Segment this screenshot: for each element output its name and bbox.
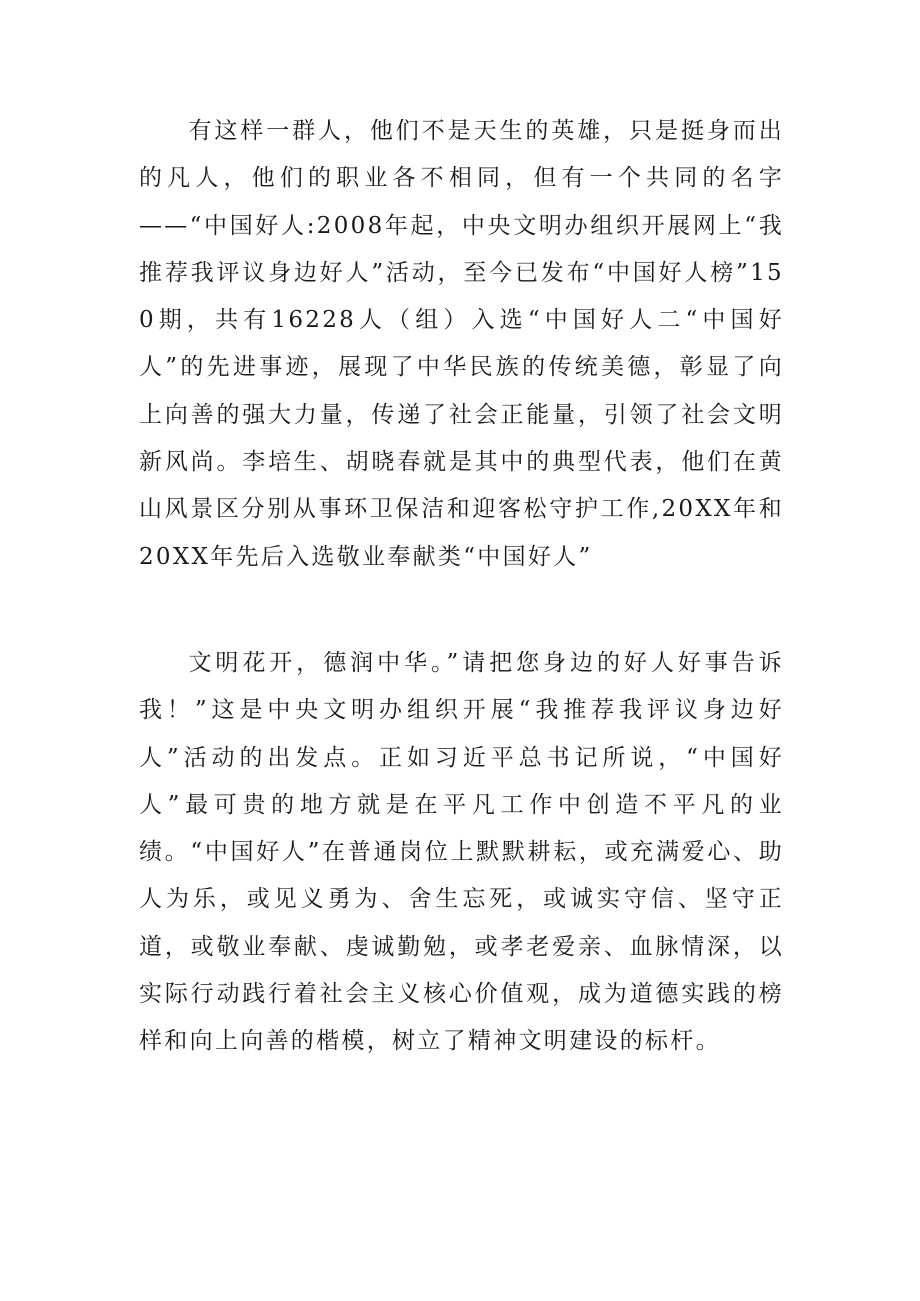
body-paragraph-1: 有这样一群人，他们不是天生的英雄，只是挺身而出的凡人，他们的职业各不相同，但有一个共同的名字——“中国好人:2008年起，中央文明办组织开展网上“我推荐我评议身边好人”活动，至今已发布“中国好人榜”150期，共有16228人（组）入选“中国好人二“中国好人”的先进事迹，展现了中华民族的传统美德，彰显了向上向善的强大力量，传递了社会正能量，引领了社会文明新风尚。李培生、胡晓春就是其中的典型代表，他们在黄山风景区分别从事环卫保洁和迎客松守护工作,20XX年和20XX年先后入选敬业奉献类“中国好人”: [139, 118, 784, 570]
body-paragraph-2: 文明花开，德润中华。”请把您身边的好人好事告诉我！”这是中央文明办组织开展“我推荐我评议身边好人”活动的出发点。正如习近平总书记所说，“中国好人”最可贵的地方就是在平凡工作中创造不平凡的业绩。“中国好人”在普通岗位上默默耕耘，或充满爱心、助人为乐，或见义勇为、舍生忘死，或诚实守信、坚守正道，或敬业奉献、虔诚勤勉，或孝老爱亲、血脉情深，以实际行动践行着社会主义核心价值观，成为道德实践的榜样和向上向善的楷模，树立了精神文明建设的标杆。: [139, 650, 784, 1055]
